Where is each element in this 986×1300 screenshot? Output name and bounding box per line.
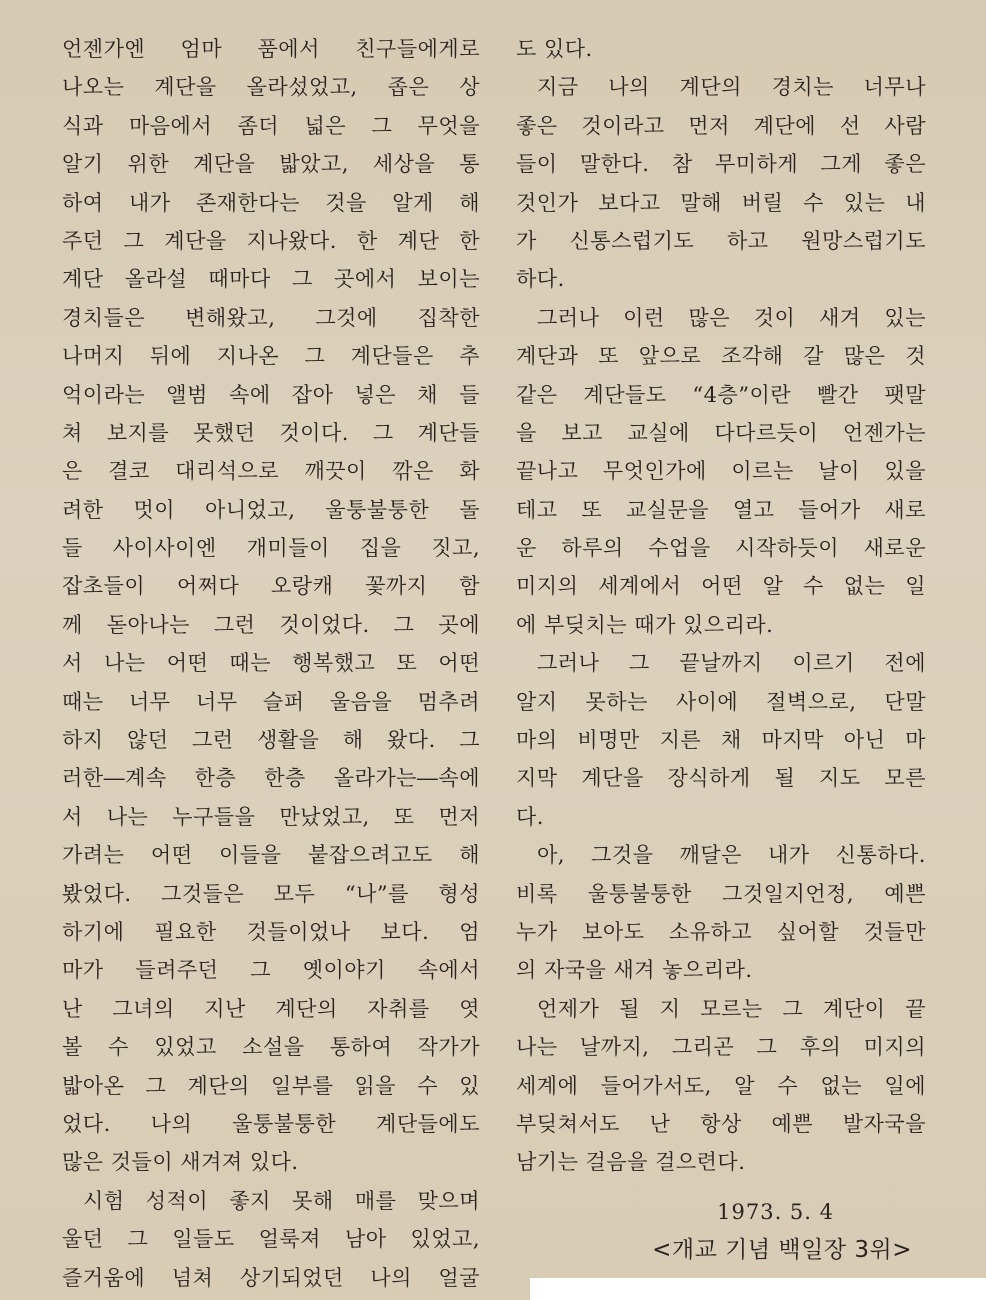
text-line: 알기 위한 계단을 밟았고, 세상을 통	[62, 152, 480, 177]
text-line: 마가 들려주던 그 옛이야기 속에서	[62, 958, 480, 983]
right-text-column	[516, 30, 926, 1182]
text-line: 알지 못하는 사이에 절벽으로, 단말	[516, 689, 926, 714]
text-line: 서 나는 누구들을 만났었고, 또 먼저	[62, 804, 480, 829]
text-line: 들이 말한다. 참 무미하게 그게 좋은	[516, 152, 926, 177]
text-line: 마의 비명만 지른 채 마지막 아닌 마	[516, 728, 926, 753]
text-line: 누가 보아도 소유하고 싶어할 것들만	[516, 919, 926, 944]
text-line: 끝나고 무엇인가에 이르는 날이 있을	[516, 459, 926, 484]
text-line: 그러나 그 끝날까지 이르기 전에	[537, 651, 926, 676]
text-line: 계단과 또 앞으로 조각해 갈 많은 것	[516, 344, 926, 369]
text-line: 을 보고 교실에 다다르듯이 언젠가는	[516, 420, 926, 445]
text-line: 운 하루의 수업을 시작하듯이 새로운	[516, 536, 926, 561]
text-line: 주던 그 계단을 지나왔다. 한 계단 한	[62, 228, 480, 253]
text-line: 하다.	[516, 267, 565, 292]
text-line: 좋은 것이라고 먼저 계단에 선 사람	[516, 113, 926, 138]
text-line: 남기는 걸음을 걸으련다.	[516, 1150, 746, 1175]
text-line: 나오는 계단을 올라섰었고, 좁은 상	[62, 75, 480, 100]
text-line: 도 있다.	[516, 37, 593, 61]
text-line: 의 자국을 새겨 놓으리라.	[516, 958, 753, 983]
text-line: 난 그녀의 지난 계단의 자취를 엿	[62, 996, 480, 1021]
text-line: 테고 또 교실문을 열고 들어가 새로	[516, 497, 926, 522]
text-line: 경치들은 변해왔고, 그것에 집착한	[62, 305, 480, 330]
text-line: 그러나 이런 많은 것이 새겨 있는	[537, 305, 926, 330]
text-line: 미지의 세계에서 어떤 알 수 없는 일	[516, 574, 926, 599]
text-line: 나머지 뒤에 지나온 그 계단들은 추	[62, 344, 480, 369]
award-caption: <개교 기념 백일장 3위>	[652, 1237, 912, 1263]
text-line: 비록 울퉁불퉁한 그것일지언정, 예쁜	[516, 881, 926, 906]
text-line: 쳐 보지를 못했던 것이다. 그 계단들	[62, 420, 480, 445]
text-line: 밟아온 그 계단의 일부를 읽을 수 있	[62, 1073, 480, 1098]
text-line: 계단 올라설 때마다 그 곳에서 보이는	[62, 267, 480, 292]
text-line: 언젠가엔 엄마 품에서 친구들에게로	[62, 37, 480, 61]
text-line: 가 신통스럽기도 하고 원망스럽기도	[516, 228, 926, 253]
text-line: 려한 멋이 아니었고, 울퉁불퉁한 돌	[62, 497, 480, 522]
text-line: 볼 수 있었고 소설을 통하여 작가가	[62, 1035, 480, 1060]
text-line: 울던 그 일들도 얼룩져 남아 있었고,	[62, 1227, 480, 1252]
text-line: 시험 성적이 좋지 못해 매를 맞으며	[83, 1188, 480, 1213]
text-line: 때는 너무 너무 슬퍼 울음을 멈추려	[62, 689, 480, 714]
text-line: 잡초들이 어쩌다 오랑캐 꽃까지 함	[62, 574, 480, 599]
text-line: 부딪쳐서도 난 항상 예쁜 발자국을	[516, 1111, 926, 1136]
text-line: 같은 계단들도 “4층”이란 빨간 팻말	[516, 382, 926, 407]
text-line: 서 나는 어떤 때는 행복했고 또 어떤	[62, 651, 480, 676]
text-line: 세계에 들어가서도, 알 수 없는 일에	[516, 1073, 926, 1098]
text-line: 었다. 나의 울퉁불퉁한 계단들에도	[62, 1111, 480, 1136]
text-line: 에 부딪치는 때가 있으리라.	[516, 612, 774, 637]
text-line: 들 사이사이엔 개미들이 집을 짓고,	[62, 536, 480, 561]
text-line: 식과 마음에서 좀더 넓은 그 무엇을	[62, 113, 480, 138]
text-line: 언제가 될 지 모르는 그 계단이 끝	[537, 996, 926, 1021]
essay-date: 1973. 5. 4	[717, 1200, 834, 1224]
text-line: 하지 않던 그런 생활을 해 왔다. 그	[62, 728, 480, 753]
text-line: 즐거움에 넘쳐 상기되었던 나의 얼굴	[62, 1265, 480, 1290]
text-line: 은 결코 대리석으로 깨끗이 깎은 화	[62, 459, 480, 484]
text-line: 가려는 어떤 이들을 붙잡으려고도 해	[62, 843, 480, 868]
text-line: 지금 나의 계단의 경치는 너무나	[537, 75, 926, 100]
text-line: 하여 내가 존재한다는 것을 알게 해	[62, 190, 480, 215]
text-line: 아, 그것을 깨달은 내가 신통하다.	[537, 843, 926, 868]
left-text-column	[62, 30, 480, 1297]
text-line: 께 돋아나는 그런 것이었다. 그 곳에	[62, 612, 480, 637]
text-line: 봤었다. 그것들은 모두 “나”를 형성	[62, 881, 480, 906]
text-line: 것인가 보다고 말해 버릴 수 있는 내	[516, 190, 926, 215]
text-line: 다.	[516, 804, 544, 829]
text-line: 많은 것들이 새겨져 있다.	[62, 1150, 299, 1175]
text-line: 나는 날까지, 그리곤 그 후의 미지의	[516, 1035, 926, 1060]
text-line: 러한―계속 한층 한층 올라가는―속에	[62, 766, 480, 791]
text-line: 지막 계단을 장식하게 될 지도 모른	[516, 766, 926, 791]
signature-block	[516, 1193, 926, 1269]
text-line: 억이라는 앨범 속에 잡아 넣은 채 들	[62, 382, 480, 407]
text-line: 하기에 필요한 것들이었나 보다. 엄	[62, 919, 480, 944]
scan-edge-patch	[530, 1278, 986, 1300]
